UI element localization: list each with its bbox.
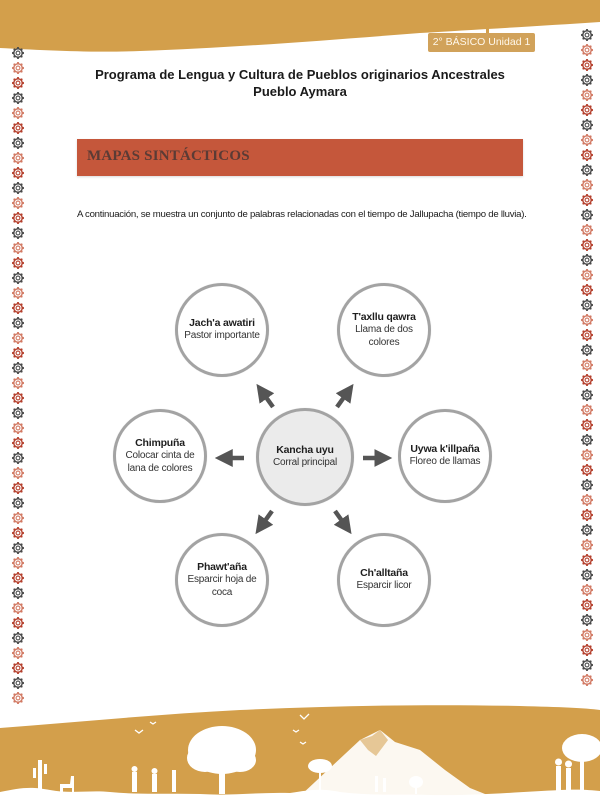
- node-term: T'axllu qawra: [352, 311, 416, 323]
- node-term: Uywa k'illpaña: [410, 443, 480, 456]
- node-meaning: Pastor importante: [184, 330, 260, 342]
- node-meaning: Colocar cinta de lana de colores: [125, 450, 195, 474]
- andean-landscape-icon: [0, 700, 600, 800]
- node-term: Jach'a awatiri: [189, 317, 255, 330]
- section-heading: MAPAS SINTÁCTICOS: [87, 148, 250, 164]
- node-term: Chimpuña: [135, 437, 185, 449]
- center-term: Kancha uyu: [276, 444, 334, 457]
- node-meaning: Floreo de llamas: [409, 456, 481, 468]
- grade-unit-badge: 2° BÁSICO Unidad 1: [428, 33, 535, 52]
- people-title: Pueblo Aymara: [253, 84, 347, 99]
- map-node-bottom-right: [337, 533, 431, 627]
- center-meaning: Corral principal: [272, 457, 338, 469]
- node-term: Ch'alltaña: [360, 567, 408, 580]
- intro-paragraph: A continuación, se muestra un conjunto de palabras relacionadas con el tiempo de Jallupacha (tiempo de lluvia).: [77, 209, 527, 220]
- node-meaning: Esparcir licor: [356, 580, 412, 592]
- map-node-bottom-left: [175, 533, 269, 627]
- program-title: Programa de Lengua y Cultura de Pueblos originarios Ancestrales: [95, 67, 505, 82]
- map-node-top-right: [337, 283, 431, 377]
- map-node-left: [113, 409, 207, 503]
- node-meaning: Esparcir hoja de coca: [187, 574, 257, 598]
- node-meaning: Llama de dos colores: [355, 324, 413, 348]
- map-node-center: [256, 408, 354, 506]
- node-term: Phawt'aña: [197, 561, 247, 573]
- map-node-right: [398, 409, 492, 503]
- map-node-top-left: [175, 283, 269, 377]
